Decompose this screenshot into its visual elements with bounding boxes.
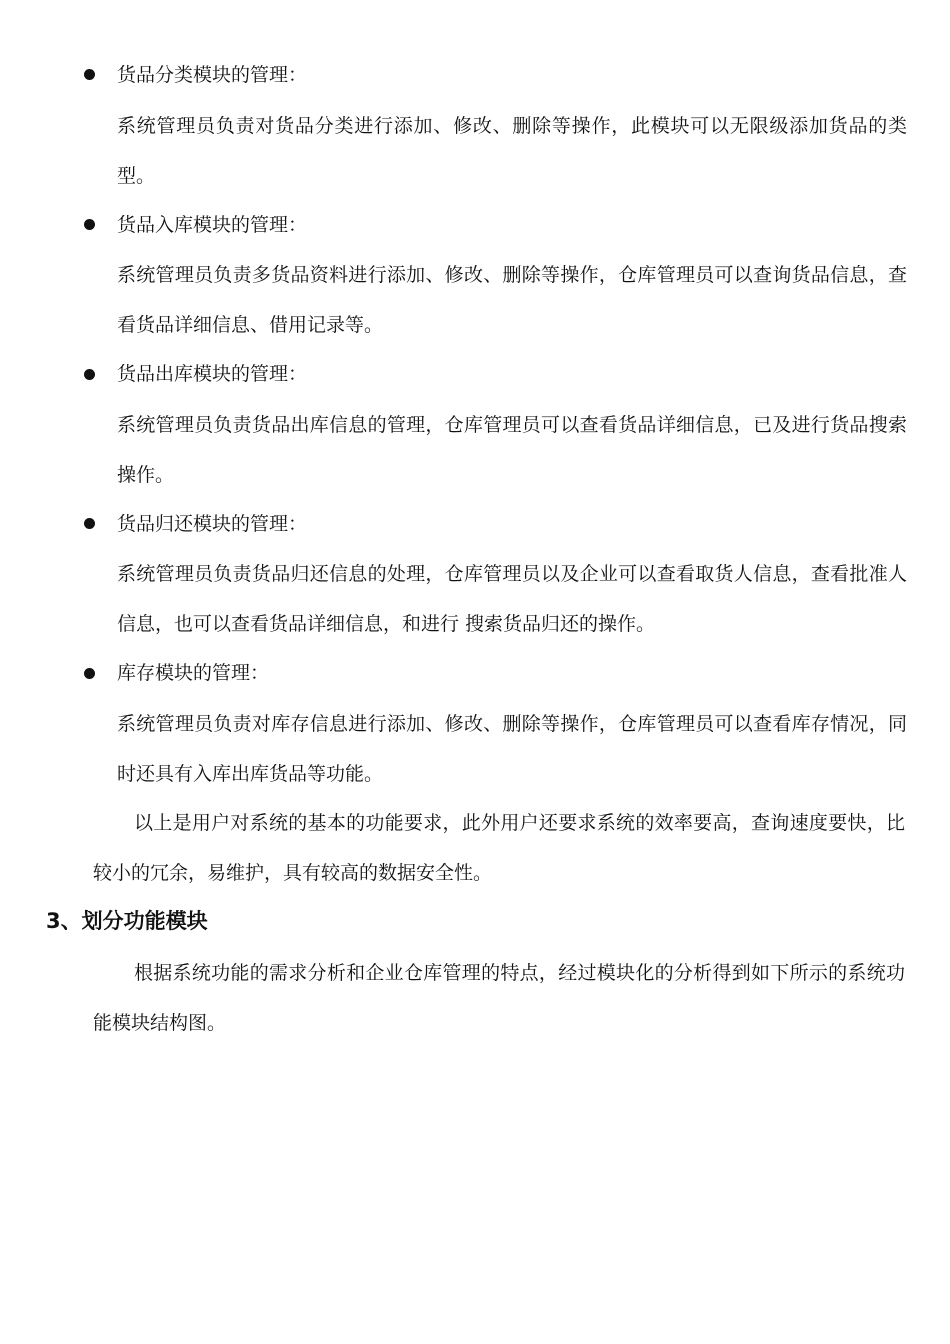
item-title: 货品入库模块的管理： <box>117 214 308 236</box>
item-title: 货品分类模块的管理： <box>117 64 308 86</box>
bullet-icon <box>84 518 95 529</box>
item-title: 库存模块的管理： <box>117 662 270 684</box>
summary-paragraph: 以上是用户对系统的基本的功能要求，此外用户还要求系统的效率要高，查询速度要快，比较小的冗余，易维护，具有较高的数据安全性。 <box>93 812 905 884</box>
item-description: 系统管理员负责多货品资料进行添加、修改、删除等操作，仓库管理员可以查询货品信息，查看货品详细信息、借用记录等。 <box>117 264 907 336</box>
item-description: 系统管理员负责对货品分类进行添加、修改、删除等操作，此模块可以无限级添加货品的类型。 <box>117 115 907 187</box>
bullet-icon <box>84 69 95 80</box>
bullet-icon <box>84 369 95 380</box>
item-description: 系统管理员负责货品出库信息的管理，仓库管理员可以查看货品详细信息，已及进行货品搜索操作。 <box>117 414 907 486</box>
item-description: 系统管理员负责对库存信息进行添加、修改、删除等操作，仓库管理员可以查看库存情况，同时还具有入库出库货品等功能。 <box>117 713 907 785</box>
bullet-icon <box>84 219 95 230</box>
item-title: 货品出库模块的管理： <box>117 363 308 385</box>
item-title: 货品归还模块的管理： <box>117 513 308 535</box>
section-body: 根据系统功能的需求分析和企业仓库管理的特点，经过模块化的分析得到如下所示的系统功能模块结构图。 <box>93 962 905 1034</box>
bullet-icon <box>84 668 95 679</box>
section-heading: 3、划分功能模块 <box>46 909 208 933</box>
item-description: 系统管理员负责货品归还信息的处理，仓库管理员以及企业可以查看取货人信息，查看批准人信息，也可以查看货品详细信息，和进行 搜索货品归还的操作。 <box>117 563 907 635</box>
